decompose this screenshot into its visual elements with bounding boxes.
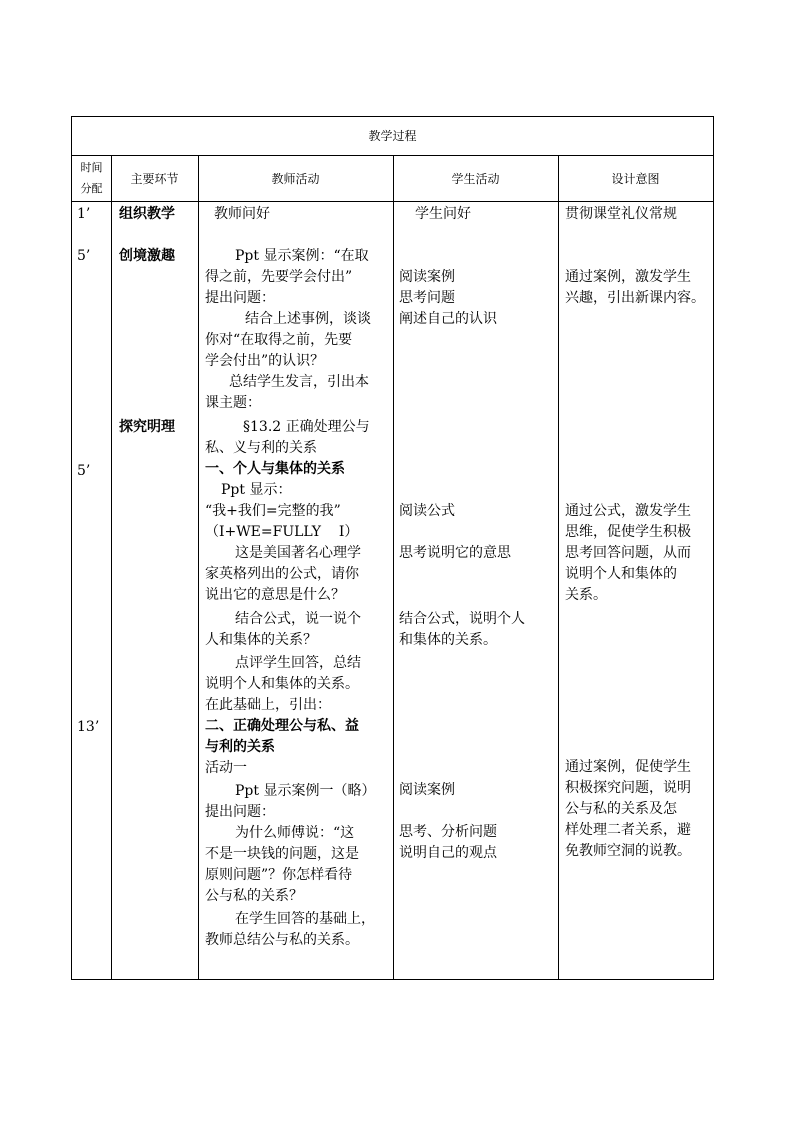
time-mark: 5’ — [77, 463, 91, 479]
header-time-line2: 分配 — [80, 182, 103, 195]
header-student: 学生活动 — [451, 172, 500, 186]
column-divider — [198, 155, 199, 979]
intent-line: 思考回答问题，从而 — [565, 545, 691, 561]
teacher-line: Ppt 显示： — [221, 482, 292, 498]
time-mark: 13’ — [77, 719, 100, 735]
header-time-line1: 时间 — [80, 161, 103, 174]
teacher-line: 说明个人和集体的关系。 — [205, 676, 359, 692]
teacher-line: 结合上述事例，谈谈 — [245, 311, 371, 327]
teacher-line: “我+我们=完整的我” — [205, 503, 341, 519]
student-line: 学生问好 — [415, 206, 471, 222]
student-line: 说明自己的观点 — [399, 845, 497, 861]
intent-line: 通过案例，激发学生 — [565, 269, 691, 285]
student-line: 阅读公式 — [399, 503, 455, 519]
column-divider — [111, 155, 112, 979]
teacher-line: 活动一 — [205, 760, 247, 776]
intent-line: 通过案例，促使学生 — [565, 759, 691, 775]
lesson-process-table — [71, 116, 714, 980]
teacher-heading: 二、正确处理公与私、益 — [205, 718, 359, 734]
teacher-line: 教师问好 — [214, 206, 270, 222]
intent-line: 样处理二者关系，避 — [565, 822, 691, 838]
teacher-line: 提出问题： — [205, 290, 275, 306]
teacher-line: §13.2 正确处理公与 — [243, 419, 370, 435]
teacher-line: 私、义与利的关系 — [205, 440, 317, 456]
teacher-line: 学会付出”的认识？ — [205, 353, 325, 369]
student-line: 和集体的关系。 — [399, 632, 497, 648]
table-title: 教学过程 — [368, 129, 417, 143]
intent-line: 积极探究问题，说明 — [565, 780, 691, 796]
header-teacher: 教师活动 — [271, 172, 320, 186]
teacher-line: 课主题： — [205, 395, 261, 411]
teacher-line: 教师总结公与私的关系。 — [205, 932, 359, 948]
teacher-heading: 一、个人与集体的关系 — [205, 461, 345, 477]
teacher-line: 原则问题”？你怎样看待 — [205, 867, 353, 883]
header-section: 主要环节 — [130, 172, 179, 186]
student-line: 思考说明它的意思 — [399, 545, 511, 561]
student-line: 阅读案例 — [399, 782, 455, 798]
teacher-line: Ppt 显示案例：“在取 — [235, 248, 369, 264]
student-line: 阅读案例 — [399, 269, 455, 285]
student-line: 思考、分析问题 — [399, 824, 497, 840]
intent-line: 思维，促使学生积极 — [565, 524, 691, 540]
teacher-line: 提出问题： — [205, 804, 275, 820]
student-line: 结合公式，说明个人 — [399, 611, 525, 627]
teacher-line: 为什么师傅说：“这 — [235, 825, 355, 841]
intent-line: 公与私的关系及怎 — [565, 801, 677, 817]
section-label: 探究明理 — [119, 419, 175, 435]
teacher-line: （I+WE=FULLY I） — [205, 524, 359, 540]
teacher-line: 得之前，先要学会付出” — [205, 269, 353, 285]
teacher-heading: 与利的关系 — [205, 739, 275, 755]
teacher-line: Ppt 显示案例一（略） — [235, 783, 376, 799]
teacher-line: 在学生回答的基础上， — [235, 911, 375, 927]
teacher-line: 这是美国著名心理学 — [235, 545, 361, 561]
intent-line: 免教师空洞的说教。 — [565, 843, 691, 859]
teacher-line: 人和集体的关系？ — [205, 632, 317, 648]
time-mark: 1’ — [77, 206, 91, 222]
intent-line: 通过公式，激发学生 — [565, 503, 691, 519]
teacher-line: 结合公式，说一说个 — [235, 611, 361, 627]
student-line: 思考问题 — [399, 290, 455, 306]
teacher-line: 你对“在取得之前，先要 — [205, 332, 353, 348]
intent-line: 兴趣，引出新课内容。 — [565, 290, 705, 306]
teacher-line: 公与私的关系？ — [205, 888, 303, 904]
teacher-line: 不是一块钱的问题，这是 — [205, 846, 359, 862]
intent-line: 说明个人和集体的 — [565, 566, 677, 582]
teacher-line: 在此基础上，引出： — [205, 697, 331, 713]
time-mark: 5’ — [77, 248, 91, 264]
student-line: 阐述自己的认识 — [399, 311, 497, 327]
column-divider — [558, 155, 559, 979]
teacher-line: 点评学生回答，总结 — [235, 655, 361, 671]
intent-line: 关系。 — [565, 587, 607, 603]
section-label: 创境激趣 — [119, 248, 175, 264]
intent-line: 贯彻课堂礼仪常规 — [565, 206, 677, 222]
column-divider — [393, 155, 394, 979]
header-intent: 设计意图 — [611, 172, 660, 186]
section-label: 组织教学 — [119, 206, 175, 222]
teacher-line: 说出它的意思是什么？ — [205, 587, 345, 603]
teacher-line: 总结学生发言，引出本 — [229, 374, 369, 390]
teacher-line: 家英格列出的公式，请你 — [205, 566, 359, 582]
